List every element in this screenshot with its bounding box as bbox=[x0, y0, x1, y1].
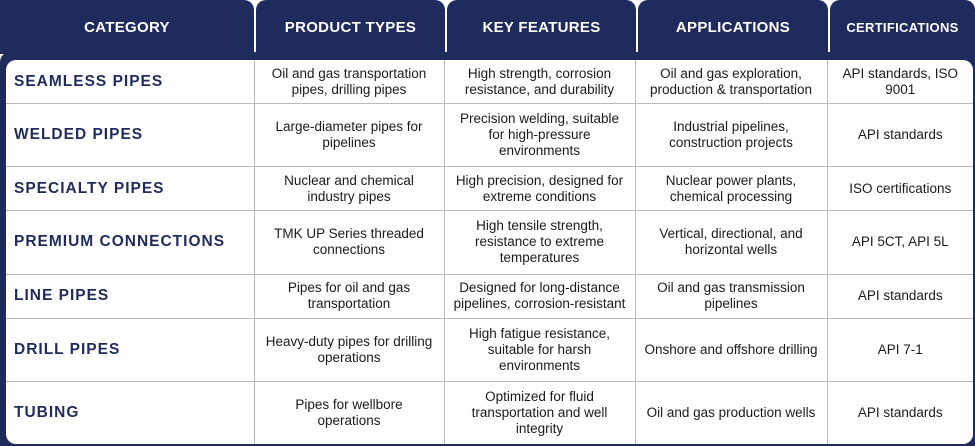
certifications-cell: API standards bbox=[827, 104, 973, 167]
certifications-cell: API 7-1 bbox=[827, 318, 973, 381]
key-features-cell: High fatigue resistance, suitable for harsh environments bbox=[444, 318, 635, 381]
header-certifications: CERTIFICATIONS bbox=[830, 0, 975, 54]
certifications-cell: API 5CT, API 5L bbox=[827, 211, 973, 274]
key-features-cell: High tensile strength, resistance to extreme temperatures bbox=[444, 211, 635, 274]
product-types-cell: Pipes for oil and gas transportation bbox=[254, 274, 444, 318]
product-types-cell: TMK UP Series threaded connections bbox=[254, 211, 444, 274]
product-types-cell: Heavy-duty pipes for drilling operations bbox=[254, 318, 444, 381]
table-row bbox=[6, 104, 973, 167]
category-cell: LINE PIPES bbox=[6, 274, 254, 318]
table-body bbox=[6, 60, 973, 444]
product-types-cell: Oil and gas transportation pipes, drilling pipes bbox=[254, 60, 444, 104]
table-row bbox=[6, 318, 973, 381]
certifications-cell: API standards bbox=[827, 381, 973, 444]
table-row bbox=[6, 211, 973, 274]
header-product-types: PRODUCT TYPES bbox=[256, 0, 445, 54]
product-table bbox=[6, 60, 973, 444]
applications-cell: Nuclear power plants, chemical processing bbox=[635, 167, 827, 211]
key-features-cell: High precision, designed for extreme conditions bbox=[444, 167, 635, 211]
certifications-cell: API standards bbox=[827, 274, 973, 318]
table-row bbox=[6, 381, 973, 444]
header-key-features: KEY FEATURES bbox=[447, 0, 636, 54]
certifications-cell: API standards, ISO 9001 bbox=[827, 60, 973, 104]
category-cell: DRILL PIPES bbox=[6, 318, 254, 381]
key-features-cell: Designed for long-distance pipelines, corrosion-resistant bbox=[444, 274, 635, 318]
table-row bbox=[6, 60, 973, 104]
category-cell: SPECIALTY PIPES bbox=[6, 167, 254, 211]
product-types-cell: Nuclear and chemical industry pipes bbox=[254, 167, 444, 211]
applications-cell: Industrial pipelines, construction projects bbox=[635, 104, 827, 167]
product-types-cell: Large-diameter pipes for pipelines bbox=[254, 104, 444, 167]
header-applications: APPLICATIONS bbox=[638, 0, 828, 54]
category-cell: SEAMLESS PIPES bbox=[6, 60, 254, 104]
category-cell: TUBING bbox=[6, 381, 254, 444]
applications-cell: Oil and gas production wells bbox=[635, 381, 827, 444]
product-types-cell: Pipes for wellbore operations bbox=[254, 381, 444, 444]
key-features-cell: Optimized for fluid transportation and well integrity bbox=[444, 381, 635, 444]
certifications-cell: ISO certifications bbox=[827, 167, 973, 211]
applications-cell: Oil and gas transmission pipelines bbox=[635, 274, 827, 318]
category-cell: PREMIUM CONNECTIONS bbox=[6, 211, 254, 274]
key-features-cell: Precision welding, suitable for high-pressure environments bbox=[444, 104, 635, 167]
table-row bbox=[6, 274, 973, 318]
header-category: CATEGORY bbox=[0, 0, 254, 54]
applications-cell: Onshore and offshore drilling bbox=[635, 318, 827, 381]
table-row bbox=[6, 167, 973, 211]
key-features-cell: High strength, corrosion resistance, and durability bbox=[444, 60, 635, 104]
applications-cell: Vertical, directional, and horizontal wells bbox=[635, 211, 827, 274]
applications-cell: Oil and gas exploration, production & transportation bbox=[635, 60, 827, 104]
table-header bbox=[0, 0, 975, 56]
category-cell: WELDED PIPES bbox=[6, 104, 254, 167]
